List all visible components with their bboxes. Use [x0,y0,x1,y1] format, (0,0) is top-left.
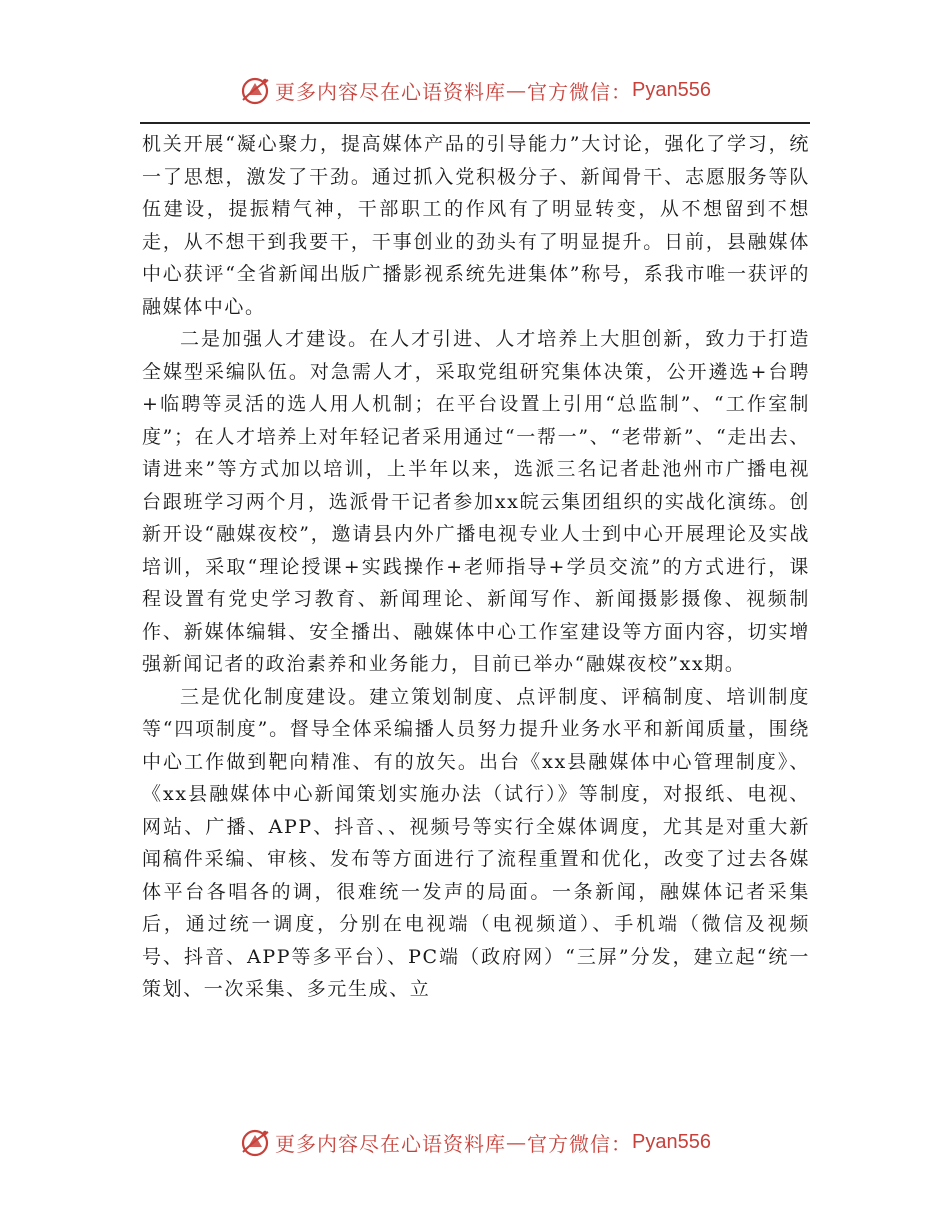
header-rule [140,122,810,124]
footer-contact-id: Pyan556 [632,1130,711,1153]
header-dash: — [506,78,528,102]
paragraph-continued: 机关开展“凝心聚力，提高媒体产品的引导能力”大讨论，强化了学习，统一了思想，激发了干劲。通过抓入党积极分子、新闻骨干、志愿服务等队伍建设，提振精气神，干部职工的作风有了明显转变，从不想留到不想走，从不想干到我要干，干事创业的劲头有了明显提升。日前，县融媒体中心获评“全省新闻出版广播影视系统先进集体”称号，系我市唯一获评的融媒体中心。 [142,133,810,318]
footer-brand-text: 更多内容尽在心语资料库 [275,1131,507,1156]
brand-logo-icon [239,1126,271,1158]
footer-contact-label: 官方微信： [527,1131,633,1156]
footer-banner [0,1122,950,1162]
paragraph-talent-building: 二是加强人才建设。在人才引进、人才培养上大胆创新，致力于打造全媒型采编队伍。对急需人才，采取党组研究集体决策，公开遴选+台聘+临聘等灵活的选人用人机制；在平台设置上引用“总监制”、“工作室制度”；在人才培养上对年轻记者采用通过“一帮一”、“老带新”、“走出去、请进来”等方式加以培训，上半年以来，选派三名记者赴池州市广播电视台跟班学习两个月，选派骨干记者参加xx皖云集团组织的实战化演练。创新开设“融媒夜校”，邀请县内外广播电视专业人士到中心开展理论及实战培训，采取“理论授课+实践操作+老师指导+学员交流”的方式进行，课程设置有党史学习教育、新闻理论、新闻写作、新闻摄影摄像、视频制作、新媒体编辑、安全播出、融媒体中心工作室建设等方面内容，切实增强新闻记者的政治素养和业务能力，目前已举办“融媒夜校”xx期。 [142,328,810,675]
paragraph-system-building: 三是优化制度建设。建立策划制度、点评制度、评稿制度、培训制度等“四项制度”。督导全体采编播人员努力提升业务水平和新闻质量，围绕中心工作做到靶向精准、有的放矢。出台《xx县融媒体中心管理制度》、《xx县融媒体中心新闻策划实施办法（试行）》等制度，对报纸、电视、网站、广播、APP、抖音、、视频号等实行全媒体调度，尤其是对重大新闻稿件采编、审核、发布等方面进行了流程重置和优化，改变了过去各媒体平台各唱各的调，很难统一发声的局面。一条新闻，融媒体记者采集后，通过统一调度，分别在电视端（电视频道）、手机端（微信及视频号、抖音、APP等多平台）、PC端（政府网）“三屏”分发，建立起“统一策划、一次采集、多元生成、立 [142,685,810,1000]
brand-logo-icon [239,74,271,106]
header-contact-id: Pyan556 [632,78,711,101]
body-text [142,128,810,1006]
footer-dash: — [506,1130,528,1154]
header-contact-label: 官方微信： [527,79,633,104]
header-banner [0,70,950,110]
header-brand-text: 更多内容尽在心语资料库 [275,79,507,104]
